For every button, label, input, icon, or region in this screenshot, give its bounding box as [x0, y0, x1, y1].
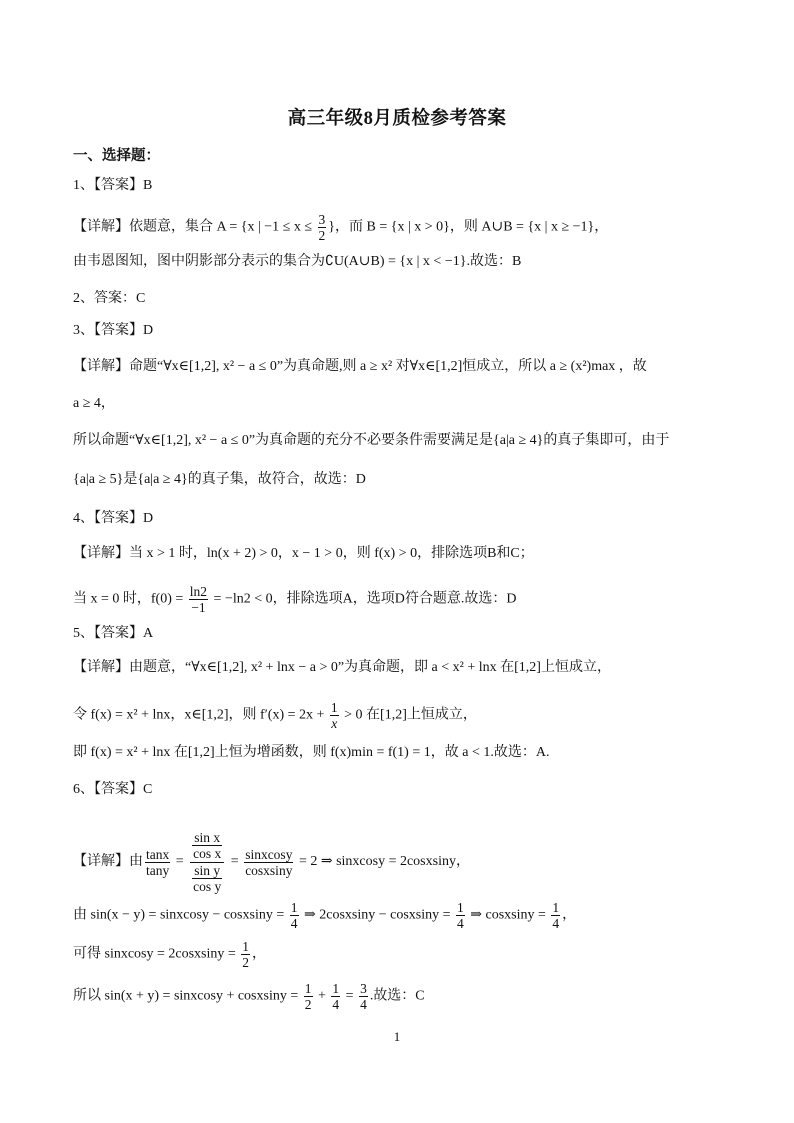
q6-answer: 6、【答案】C: [73, 782, 153, 797]
fraction-tan: $\frac{\tan x}{\tan y}$: [146, 846, 170, 878]
q3-detail-4: {a|a ≥ 5}是{a|a ≥ 4}的真子集，故符合，故选：D: [73, 472, 366, 487]
fraction-ln2: $\frac{\ln 2}{-1}$: [189, 584, 208, 615]
q4-detail-2: 当 x = 0 时，f(0) = $\frac{\ln 2}{-1}$ = −ln2 < 0，排除选项A，选项D符合题意.故选：D: [73, 584, 517, 615]
q5-answer: 5、【答案】A: [73, 626, 154, 641]
q5-detail-2: 令 f(x) = x² + lnx，x∈[1,2]，则 f′(x) = 2x + $\frac{1}{x}$ > 0 在[1,2]上恒成立，: [73, 700, 477, 731]
q5-detail-3: 即 f(x) = x² + lnx 在[1,2]上恒为增函数，则 f(x)min = f(1) = 1，故 a < 1.故选：A.: [73, 745, 550, 760]
q4-answer: 4、【答案】D: [73, 511, 154, 526]
q6-detail-1: 【详解】由 $\frac{\tan x}{\tan y}$ = $\frac{\frac{\text{sin x}}{\text{cos x}}}{\frac{\text{sin y}}{\text{cos y}}}$ = $\frac{\text{sinxcosy}}{\text{cosxsiny}}$ = 2 ⇒ sinxcosy = 2cosxsiny，: [73, 830, 470, 894]
section-heading: 一、选择题：: [73, 148, 160, 164]
q6-detail-4: 所以 sin(x + y) = sinxcosy + cosxsiny = $\frac{1}{2}$ + $\frac{1}{4}$ = $\frac{3}{4}$ .故选：C: [73, 981, 425, 1012]
q1-detail-1: 【详解】依题意，集合 A = {x | −1 ≤ x ≤ $\frac{3}{2}$ }，而 B = {x | x > 0}，则 A∪B = {x | x ≥ −1}，: [73, 212, 609, 243]
q5-detail-1: 【详解】由题意，“∀x∈[1,2], x² + lnx − a > 0”为真命题，即 a < x² + lnx 在[1,2]上恒成立，: [73, 660, 611, 675]
page-title: 高三年级8月质检参考答案: [287, 109, 507, 129]
q3-answer: 3、【答案】D: [73, 323, 154, 338]
fraction-three-halves: $\frac{3}{2}$: [318, 212, 326, 243]
q3-detail-3: 所以命题“∀x∈[1,2], x² − a ≤ 0”为真命题的充分不必要条件需要满足是{a|a ≥ 4}的真子集即可，由于: [73, 433, 670, 448]
q2-answer: 2、答案：C: [73, 291, 146, 306]
q6-detail-2: 由 sin(x − y) = sinxcosy − cosxsiny = $\frac{1}{4}$ ⇒ 2cosxsiny − cosxsiny = $\frac{1}{4}$ ⇒ cosxsiny = $\frac{1}{4}$ ，: [73, 900, 577, 931]
q3-detail-2: a ≥ 4，: [73, 396, 115, 411]
q4-detail-1: 【详解】当 x > 1 时，ln(x + 2) > 0，x − 1 > 0，则 f(x) > 0，排除选项B和C；: [73, 546, 534, 561]
q1-answer: 1、【答案】B: [73, 178, 153, 193]
compound-fraction: $\frac{\frac{\text{sin x}}{\text{cos x}}}{\frac{\text{sin y}}{\text{cos y}}}$: [190, 830, 224, 894]
page-number: 1: [393, 1029, 401, 1044]
q1-detail-2: 由韦恩图知，图中阴影部分表示的集合为∁U(A∪B) = {x | x < −1}.故选：B: [73, 254, 522, 269]
fraction-one-over-x: $\frac{1}{x}$: [330, 700, 338, 731]
fraction-ratio: $\frac{\text{sinxcosy}}{\text{cosxsiny}}$: [245, 846, 293, 878]
q6-detail-3: 可得 sinxcosy = 2cosxsiny = $\frac{1}{2}$ ，: [73, 939, 267, 970]
q3-detail-1: 【详解】命题“∀x∈[1,2], x² − a ≤ 0”为真命题,则 a ≥ x² 对∀x∈[1,2]恒成立，所以 a ≥ (x²)max ，故: [73, 359, 647, 374]
